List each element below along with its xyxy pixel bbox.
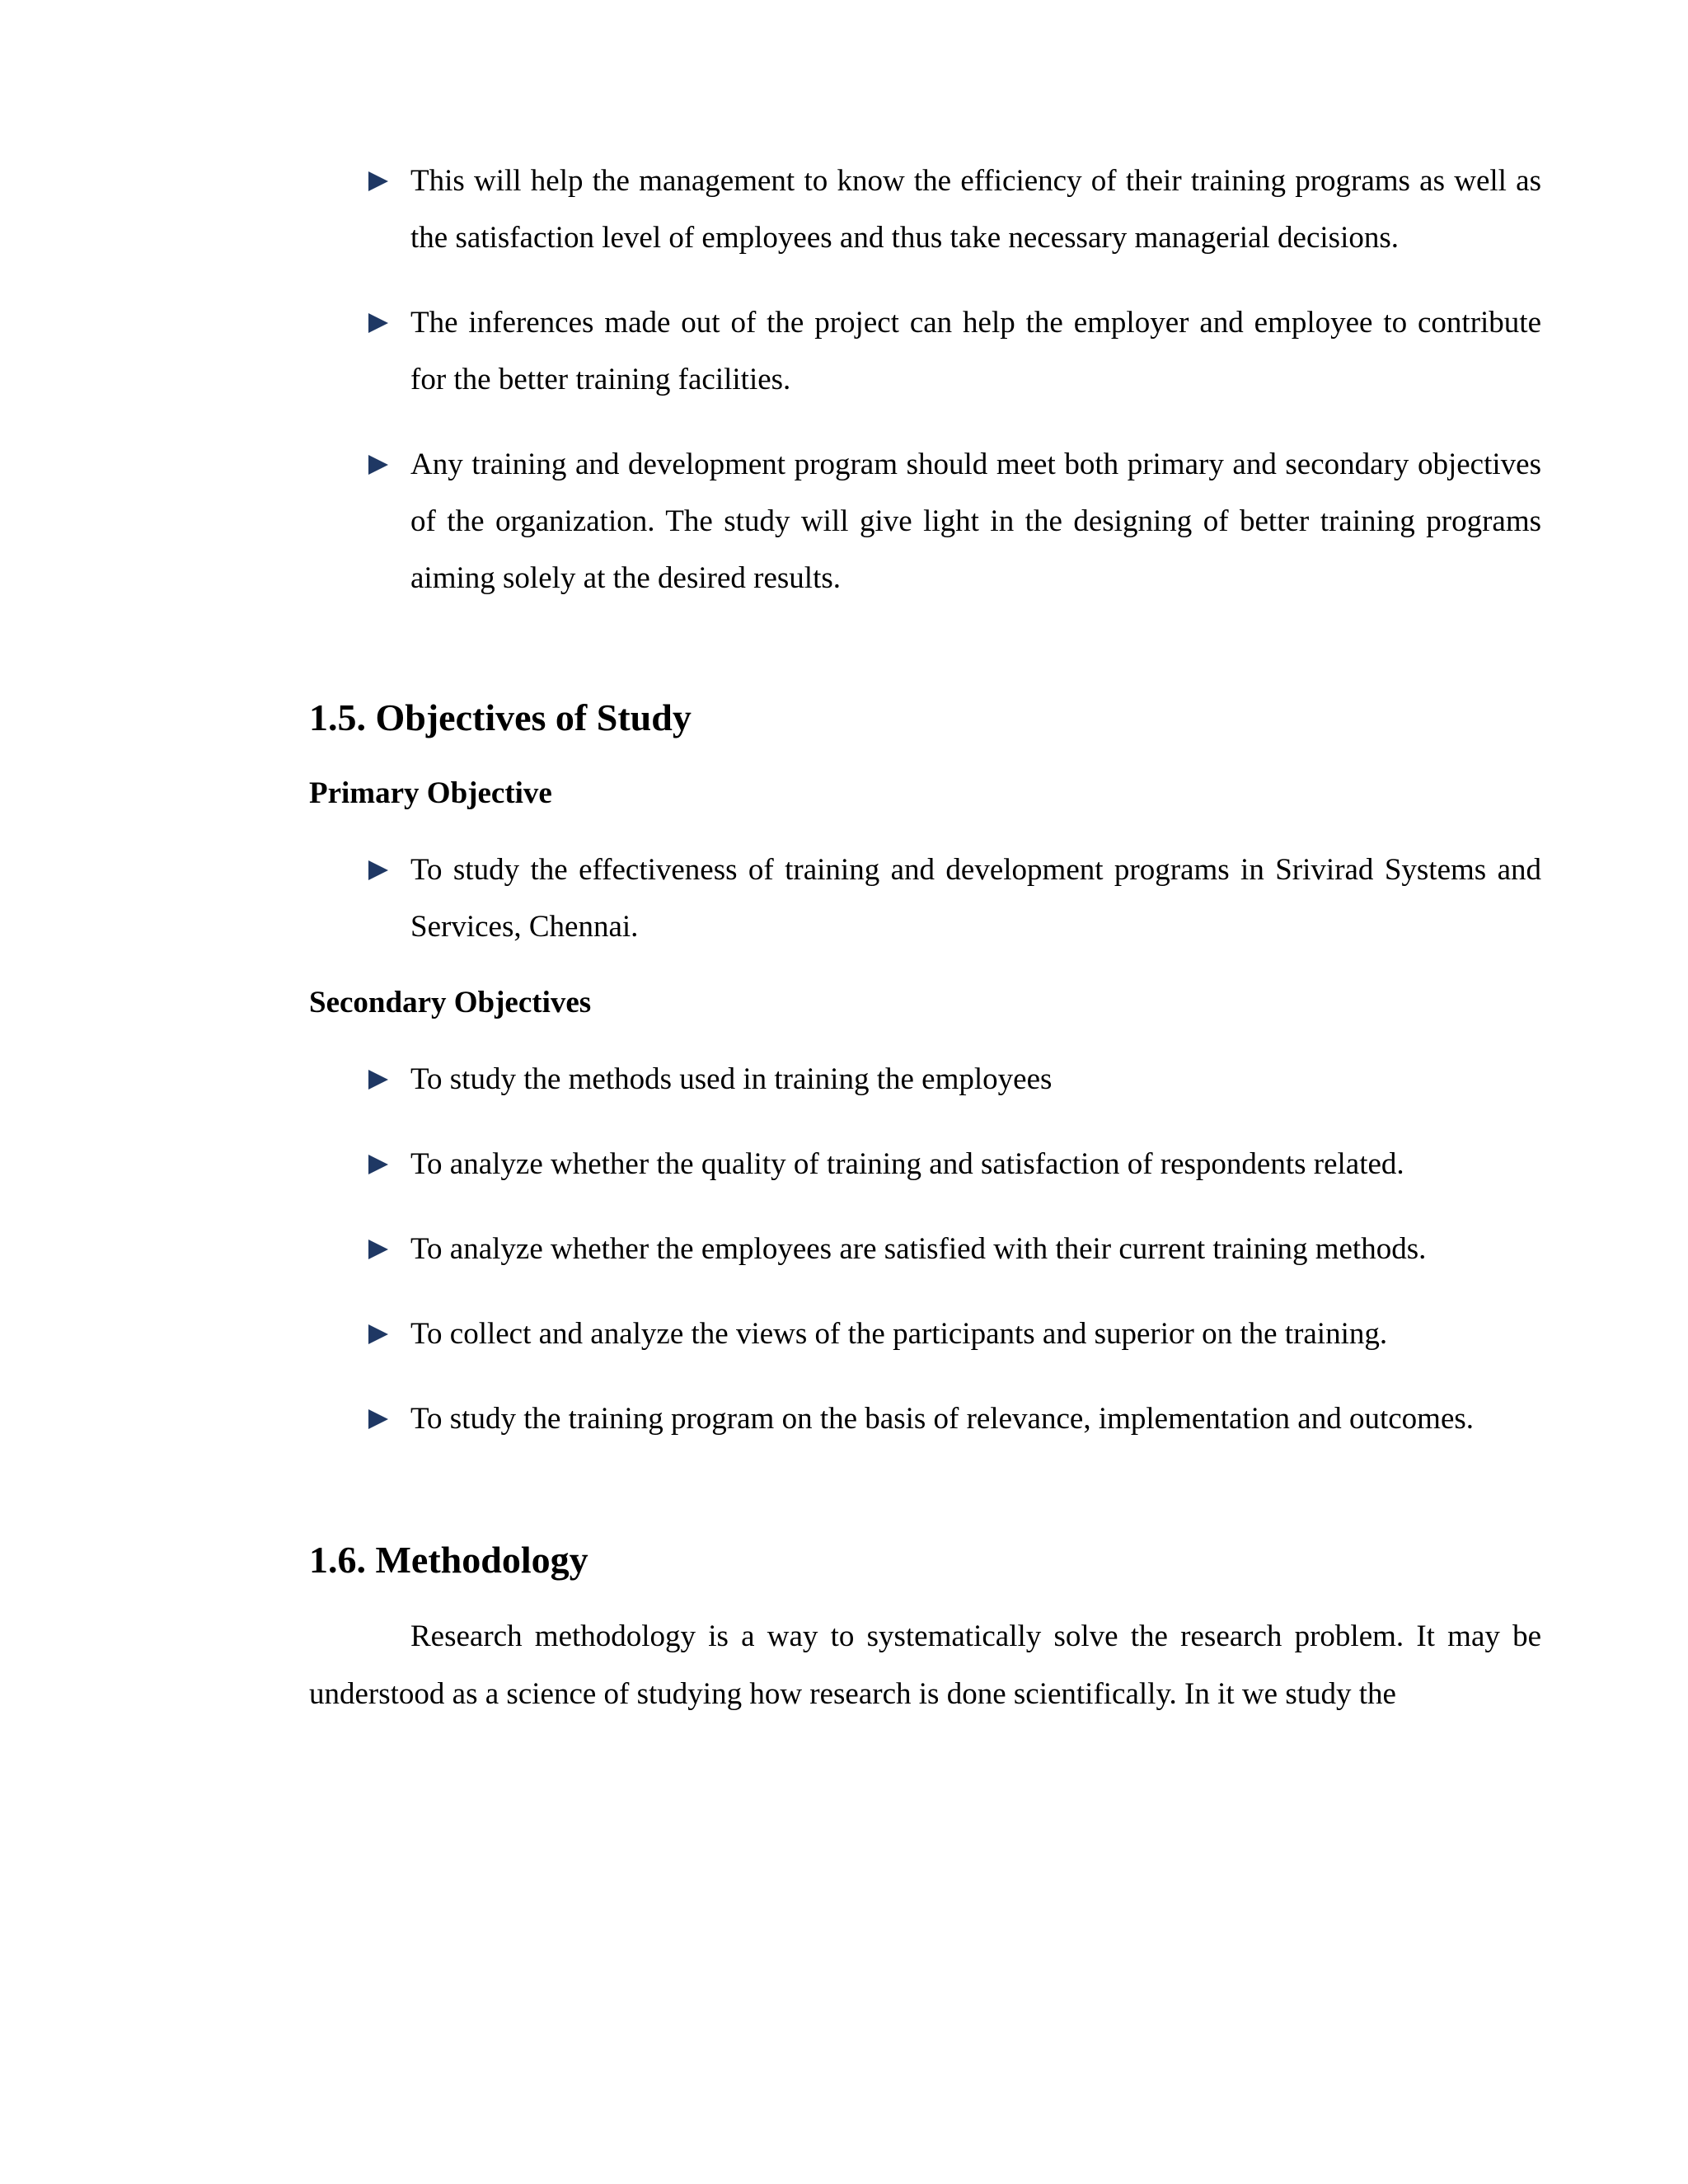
- secondary-objectives-list: [309, 1051, 1541, 1447]
- document-page: [309, 152, 1541, 1723]
- triangle-right-icon: [368, 860, 388, 880]
- primary-objective-heading: Primary Objective: [309, 776, 552, 810]
- list-item: [309, 841, 1541, 955]
- intro-bullet-list: [309, 152, 1541, 607]
- triangle-right-icon: [368, 313, 388, 333]
- list-item-text: To analyze whether the quality of training and satisfaction of respondents related.: [410, 1147, 1404, 1181]
- list-item-text: This will help the management to know the efficiency of their training programs as well as the satisfaction level of employees and thus take necessary managerial decisions.: [410, 164, 1541, 255]
- list-item: [309, 1305, 1541, 1362]
- triangle-right-icon: [368, 1324, 388, 1344]
- list-item-text: The inferences made out of the project can help the employer and employee to contribute for the better training facilities.: [410, 306, 1541, 396]
- list-item: [309, 1221, 1541, 1277]
- triangle-right-icon: [368, 171, 388, 191]
- list-item: [309, 294, 1541, 408]
- secondary-objectives-heading: Secondary Objectives: [309, 986, 592, 1019]
- list-item-text: To study the training program on the basis of relevance, implementation and outcomes.: [410, 1402, 1475, 1436]
- primary-objective-list: [309, 841, 1541, 955]
- section-heading-objectives: 1.5. Objectives of Study: [309, 696, 692, 738]
- list-item: [309, 436, 1541, 607]
- triangle-right-icon: [368, 455, 388, 475]
- list-item-text: To study the effectiveness of training and development programs in Srivirad Systems and Services, Chennai.: [410, 853, 1541, 944]
- list-item-text: To study the methods used in training the employees: [410, 1062, 1053, 1096]
- triangle-right-icon: [368, 1070, 388, 1090]
- triangle-right-icon: [368, 1240, 388, 1259]
- list-item-text: To collect and analyze the views of the participants and superior on the training.: [410, 1317, 1388, 1351]
- methodology-paragraph: Research methodology is a way to systematically solve the research problem. It may be understood as a science of studying how research is done scientifically. In it we study the: [309, 1619, 1541, 1711]
- section-heading-methodology: 1.6. Methodology: [309, 1539, 588, 1581]
- list-item-text: To analyze whether the employees are satisfied with their current training methods.: [410, 1232, 1427, 1266]
- list-item-text: Any training and development program should meet both primary and secondary objectives of the organization. The study will give light in the designing of better training programs aiming solely at the desired results.: [410, 448, 1541, 595]
- list-item: [309, 1136, 1541, 1193]
- triangle-right-icon: [368, 1409, 388, 1429]
- list-item: [309, 1390, 1541, 1447]
- triangle-right-icon: [368, 1155, 388, 1174]
- list-item: [309, 152, 1541, 266]
- list-item: [309, 1051, 1541, 1108]
